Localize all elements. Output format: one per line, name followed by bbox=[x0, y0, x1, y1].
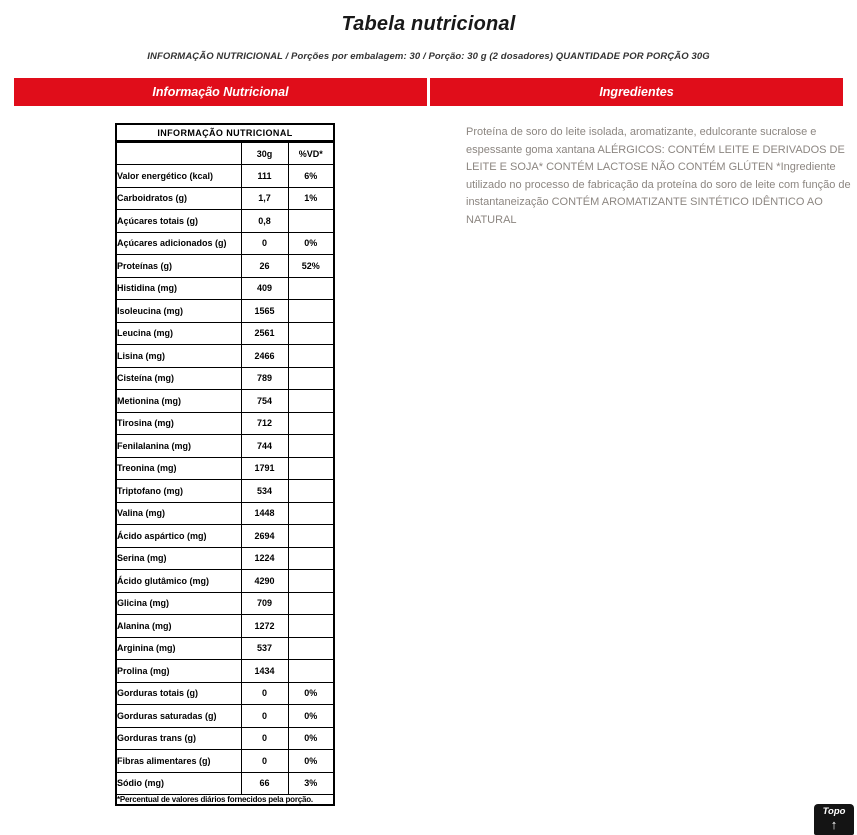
row-vd: 1% bbox=[288, 187, 334, 210]
row-vd: 52% bbox=[288, 255, 334, 278]
row-vd bbox=[288, 457, 334, 480]
row-label: Sódio (mg) bbox=[116, 772, 241, 795]
row-vd bbox=[288, 322, 334, 345]
row-vd bbox=[288, 390, 334, 413]
table-row bbox=[116, 435, 334, 458]
row-vd: 0% bbox=[288, 232, 334, 255]
tab-bar bbox=[14, 78, 843, 106]
tab-ingredientes[interactable]: Ingredientes bbox=[430, 78, 843, 106]
row-vd bbox=[288, 615, 334, 638]
row-label: Fibras alimentares (g) bbox=[116, 750, 241, 773]
row-value: 754 bbox=[241, 390, 288, 413]
row-label: Cisteína (mg) bbox=[116, 367, 241, 390]
row-value: 0,8 bbox=[241, 210, 288, 233]
row-label: Tirosina (mg) bbox=[116, 412, 241, 435]
row-value: 712 bbox=[241, 412, 288, 435]
nutrition-table-body bbox=[116, 165, 334, 795]
row-value: 0 bbox=[241, 727, 288, 750]
row-label: Valina (mg) bbox=[116, 502, 241, 525]
row-label: Triptofano (mg) bbox=[116, 480, 241, 503]
row-label: Histidina (mg) bbox=[116, 277, 241, 300]
row-value: 26 bbox=[241, 255, 288, 278]
table-row bbox=[116, 772, 334, 795]
row-label: Gorduras saturadas (g) bbox=[116, 705, 241, 728]
table-row bbox=[116, 300, 334, 323]
topo-button-label: Topo bbox=[822, 806, 846, 817]
row-vd bbox=[288, 300, 334, 323]
column-header-vd: %VD* bbox=[288, 142, 334, 165]
page-subtitle: INFORMAÇÃO NUTRICIONAL / Porções por embalagem: 30 / Porção: 30 g (2 dosadores) QUANTIDADE POR PORÇÃO 30G bbox=[147, 51, 710, 62]
table-row bbox=[116, 255, 334, 278]
row-value: 744 bbox=[241, 435, 288, 458]
table-row bbox=[116, 592, 334, 615]
row-vd bbox=[288, 570, 334, 593]
row-vd: 0% bbox=[288, 750, 334, 773]
row-value: 66 bbox=[241, 772, 288, 795]
row-vd bbox=[288, 637, 334, 660]
row-value: 1,7 bbox=[241, 187, 288, 210]
row-label: Ácido aspártico (mg) bbox=[116, 525, 241, 548]
row-label: Arginina (mg) bbox=[116, 637, 241, 660]
row-value: 1272 bbox=[241, 615, 288, 638]
row-label: Lisina (mg) bbox=[116, 345, 241, 368]
table-row bbox=[116, 570, 334, 593]
up-arrow-icon: ↑ bbox=[830, 817, 838, 832]
column-header-30g: 30g bbox=[241, 142, 288, 165]
row-label: Gorduras trans (g) bbox=[116, 727, 241, 750]
table-row bbox=[116, 345, 334, 368]
table-row bbox=[116, 322, 334, 345]
table-row bbox=[116, 165, 334, 188]
row-label: Valor energético (kcal) bbox=[116, 165, 241, 188]
row-vd: 0% bbox=[288, 727, 334, 750]
row-label: Açúcares adicionados (g) bbox=[116, 232, 241, 255]
row-vd: 3% bbox=[288, 772, 334, 795]
row-label: Metionina (mg) bbox=[116, 390, 241, 413]
row-value: 4290 bbox=[241, 570, 288, 593]
row-value: 789 bbox=[241, 367, 288, 390]
table-row bbox=[116, 277, 334, 300]
table-footnote-row bbox=[116, 795, 334, 806]
table-row bbox=[116, 412, 334, 435]
row-value: 1224 bbox=[241, 547, 288, 570]
table-row bbox=[116, 615, 334, 638]
row-value: 1434 bbox=[241, 660, 288, 683]
nutrition-table bbox=[115, 123, 335, 806]
table-title-row bbox=[116, 124, 334, 142]
table-row bbox=[116, 525, 334, 548]
table-row bbox=[116, 682, 334, 705]
row-vd bbox=[288, 345, 334, 368]
row-value: 0 bbox=[241, 232, 288, 255]
table-row bbox=[116, 660, 334, 683]
row-value: 0 bbox=[241, 682, 288, 705]
row-vd bbox=[288, 210, 334, 233]
row-value: 709 bbox=[241, 592, 288, 615]
table-title: INFORMAÇÃO NUTRICIONAL bbox=[116, 124, 334, 142]
row-label: Alanina (mg) bbox=[116, 615, 241, 638]
tab-informacao-nutricional[interactable]: Informação Nutricional bbox=[14, 78, 427, 106]
page-title: Tabela nutricional bbox=[341, 13, 516, 35]
row-value: 1565 bbox=[241, 300, 288, 323]
table-row bbox=[116, 480, 334, 503]
row-vd bbox=[288, 435, 334, 458]
table-row bbox=[116, 367, 334, 390]
table-row bbox=[116, 210, 334, 233]
row-value: 2466 bbox=[241, 345, 288, 368]
row-value: 2561 bbox=[241, 322, 288, 345]
row-value: 537 bbox=[241, 637, 288, 660]
table-column-header-row bbox=[116, 142, 334, 165]
ingredients-text: Proteína de soro do leite isolada, aromatizante, edulcorante sucralose e espessante goma xantana ALÉRGICOS: CONTÉM LEITE E DERIVADOS DE LEITE E SOJA* CONTÉM LACTOSE NÃO CONTÉM GLÚTEN *Ingrediente utilizado no processo de fabricação da proteína do soro de leite com função de instantaneização CONTÉM AROMATIZANTE SINTÉTICO IDÊNTICO AO NATURAL bbox=[466, 126, 851, 226]
table-row bbox=[116, 547, 334, 570]
row-vd bbox=[288, 660, 334, 683]
table-row bbox=[116, 457, 334, 480]
row-value: 534 bbox=[241, 480, 288, 503]
row-label: Serina (mg) bbox=[116, 547, 241, 570]
row-value: 2694 bbox=[241, 525, 288, 548]
row-label: Gorduras totais (g) bbox=[116, 682, 241, 705]
topo-button[interactable] bbox=[814, 804, 854, 835]
column-header-empty bbox=[116, 142, 241, 165]
row-label: Açúcares totais (g) bbox=[116, 210, 241, 233]
row-label: Carboidratos (g) bbox=[116, 187, 241, 210]
row-value: 0 bbox=[241, 750, 288, 773]
row-label: Fenilalanina (mg) bbox=[116, 435, 241, 458]
row-label: Isoleucina (mg) bbox=[116, 300, 241, 323]
row-vd: 0% bbox=[288, 682, 334, 705]
table-row bbox=[116, 727, 334, 750]
row-vd bbox=[288, 367, 334, 390]
row-label: Glicina (mg) bbox=[116, 592, 241, 615]
row-label: Leucina (mg) bbox=[116, 322, 241, 345]
row-vd bbox=[288, 502, 334, 525]
table-row bbox=[116, 502, 334, 525]
row-vd bbox=[288, 480, 334, 503]
table-row bbox=[116, 390, 334, 413]
table-footnote: *Percentual de valores diários fornecidos pela porção. bbox=[116, 795, 334, 806]
row-value: 111 bbox=[241, 165, 288, 188]
row-value: 1791 bbox=[241, 457, 288, 480]
row-vd bbox=[288, 412, 334, 435]
row-label: Ácido glutâmico (mg) bbox=[116, 570, 241, 593]
row-value: 1448 bbox=[241, 502, 288, 525]
row-value: 0 bbox=[241, 705, 288, 728]
row-label: Prolina (mg) bbox=[116, 660, 241, 683]
row-vd: 0% bbox=[288, 705, 334, 728]
table-row bbox=[116, 637, 334, 660]
row-label: Treonina (mg) bbox=[116, 457, 241, 480]
row-vd: 6% bbox=[288, 165, 334, 188]
row-vd bbox=[288, 525, 334, 548]
row-vd bbox=[288, 547, 334, 570]
nutrition-table-container bbox=[115, 123, 335, 806]
row-label: Proteínas (g) bbox=[116, 255, 241, 278]
row-vd bbox=[288, 592, 334, 615]
table-row bbox=[116, 750, 334, 773]
table-row bbox=[116, 705, 334, 728]
table-row bbox=[116, 187, 334, 210]
table-row bbox=[116, 232, 334, 255]
row-value: 409 bbox=[241, 277, 288, 300]
row-vd bbox=[288, 277, 334, 300]
